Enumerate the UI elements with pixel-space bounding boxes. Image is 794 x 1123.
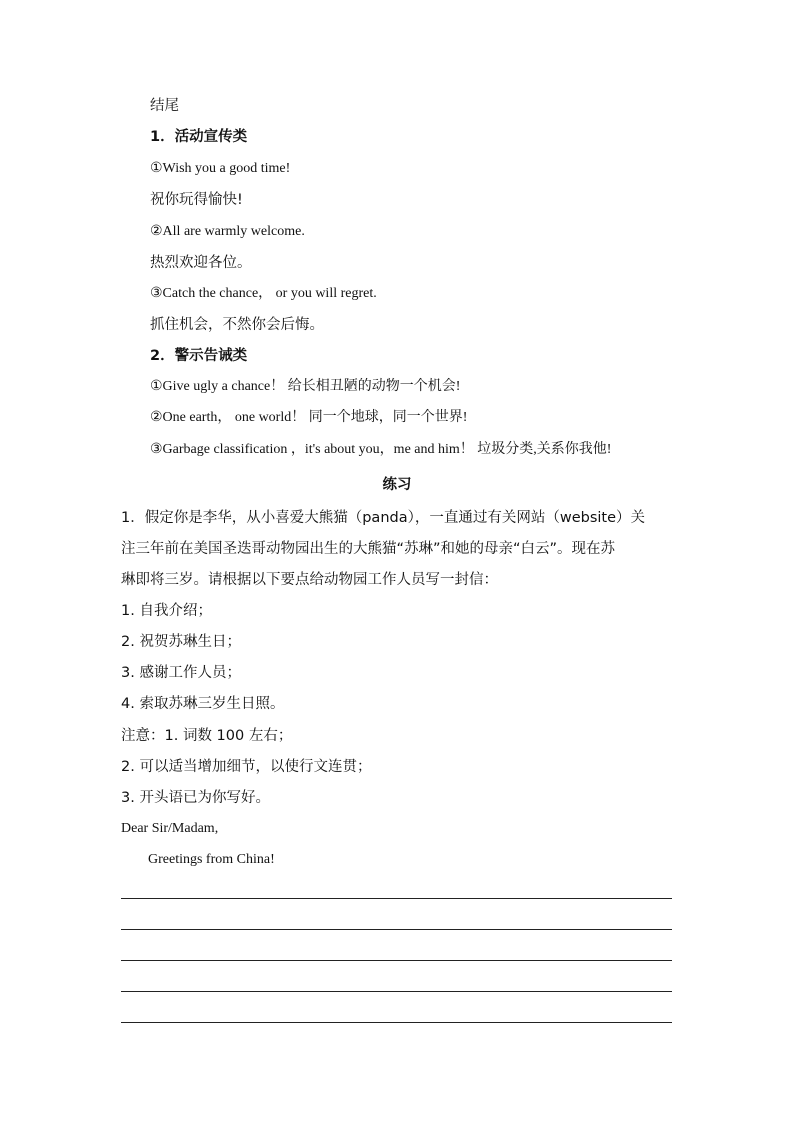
answer-line-1[interactable] xyxy=(121,898,672,899)
section1-item-1-cn: 祝你玩得愉快! xyxy=(150,192,243,208)
section2-title: 2．警示告诫类 xyxy=(150,348,248,364)
point-3: 3. 感谢工作人员； xyxy=(121,665,241,681)
answer-line-4[interactable] xyxy=(121,991,672,992)
note-1: 注意：1. 词数 100 左右； xyxy=(121,728,293,744)
answer-line-5[interactable] xyxy=(121,1022,672,1023)
note-2: 2. 可以适当增加细节，以使行文连贯； xyxy=(121,759,372,775)
section1-title: 1．活动宣传类 xyxy=(150,129,248,145)
letter-salutation: Dear Sir/Madam, xyxy=(121,821,219,836)
ending-heading: 结尾 xyxy=(150,98,179,114)
letter-opening: Greetings from China! xyxy=(148,852,275,867)
point-1: 1. 自我介绍； xyxy=(121,603,212,619)
prompt-line-2: 注三年前在美国圣迭哥动物园出生的大熊猫“苏琳”和她的母亲“白云”。现在苏 xyxy=(121,541,616,557)
prompt-line-1: 1．假定你是李华，从小喜爱大熊猫（panda），一直通过有关网站（website）关 xyxy=(121,510,646,526)
section1-item-1-en: ①Wish you a good time! xyxy=(150,161,291,176)
section2-item-3: ③Garbage classification ，it's about you，me and him！ 垃圾分类,关系你我他! xyxy=(150,442,612,457)
section1-item-2-cn: 热烈欢迎各位。 xyxy=(150,255,252,271)
answer-line-2[interactable] xyxy=(121,929,672,930)
section2-item-2: ②One earth， one world！ 同一个地球，同一个世界! xyxy=(150,410,468,425)
section1-item-3-en: ③Catch the chance， or you will regret. xyxy=(150,286,377,301)
section1-item-3-cn: 抓住机会，不然你会后悔。 xyxy=(150,317,324,333)
exercise-heading: 练习 xyxy=(382,477,412,493)
answer-line-3[interactable] xyxy=(121,960,672,961)
note-3: 3. 开头语已为你写好。 xyxy=(121,790,270,806)
prompt-line-3: 琳即将三岁。请根据以下要点给动物园工作人员写一封信： xyxy=(121,572,498,588)
point-2: 2. 祝贺苏琳生日； xyxy=(121,634,241,650)
point-4: 4. 索取苏琳三岁生日照。 xyxy=(121,696,285,712)
section1-item-2-en: ②All are warmly welcome. xyxy=(150,224,305,239)
section2-item-1: ①Give ugly a chance！ 给长相丑陋的动物一个机会! xyxy=(150,379,461,394)
